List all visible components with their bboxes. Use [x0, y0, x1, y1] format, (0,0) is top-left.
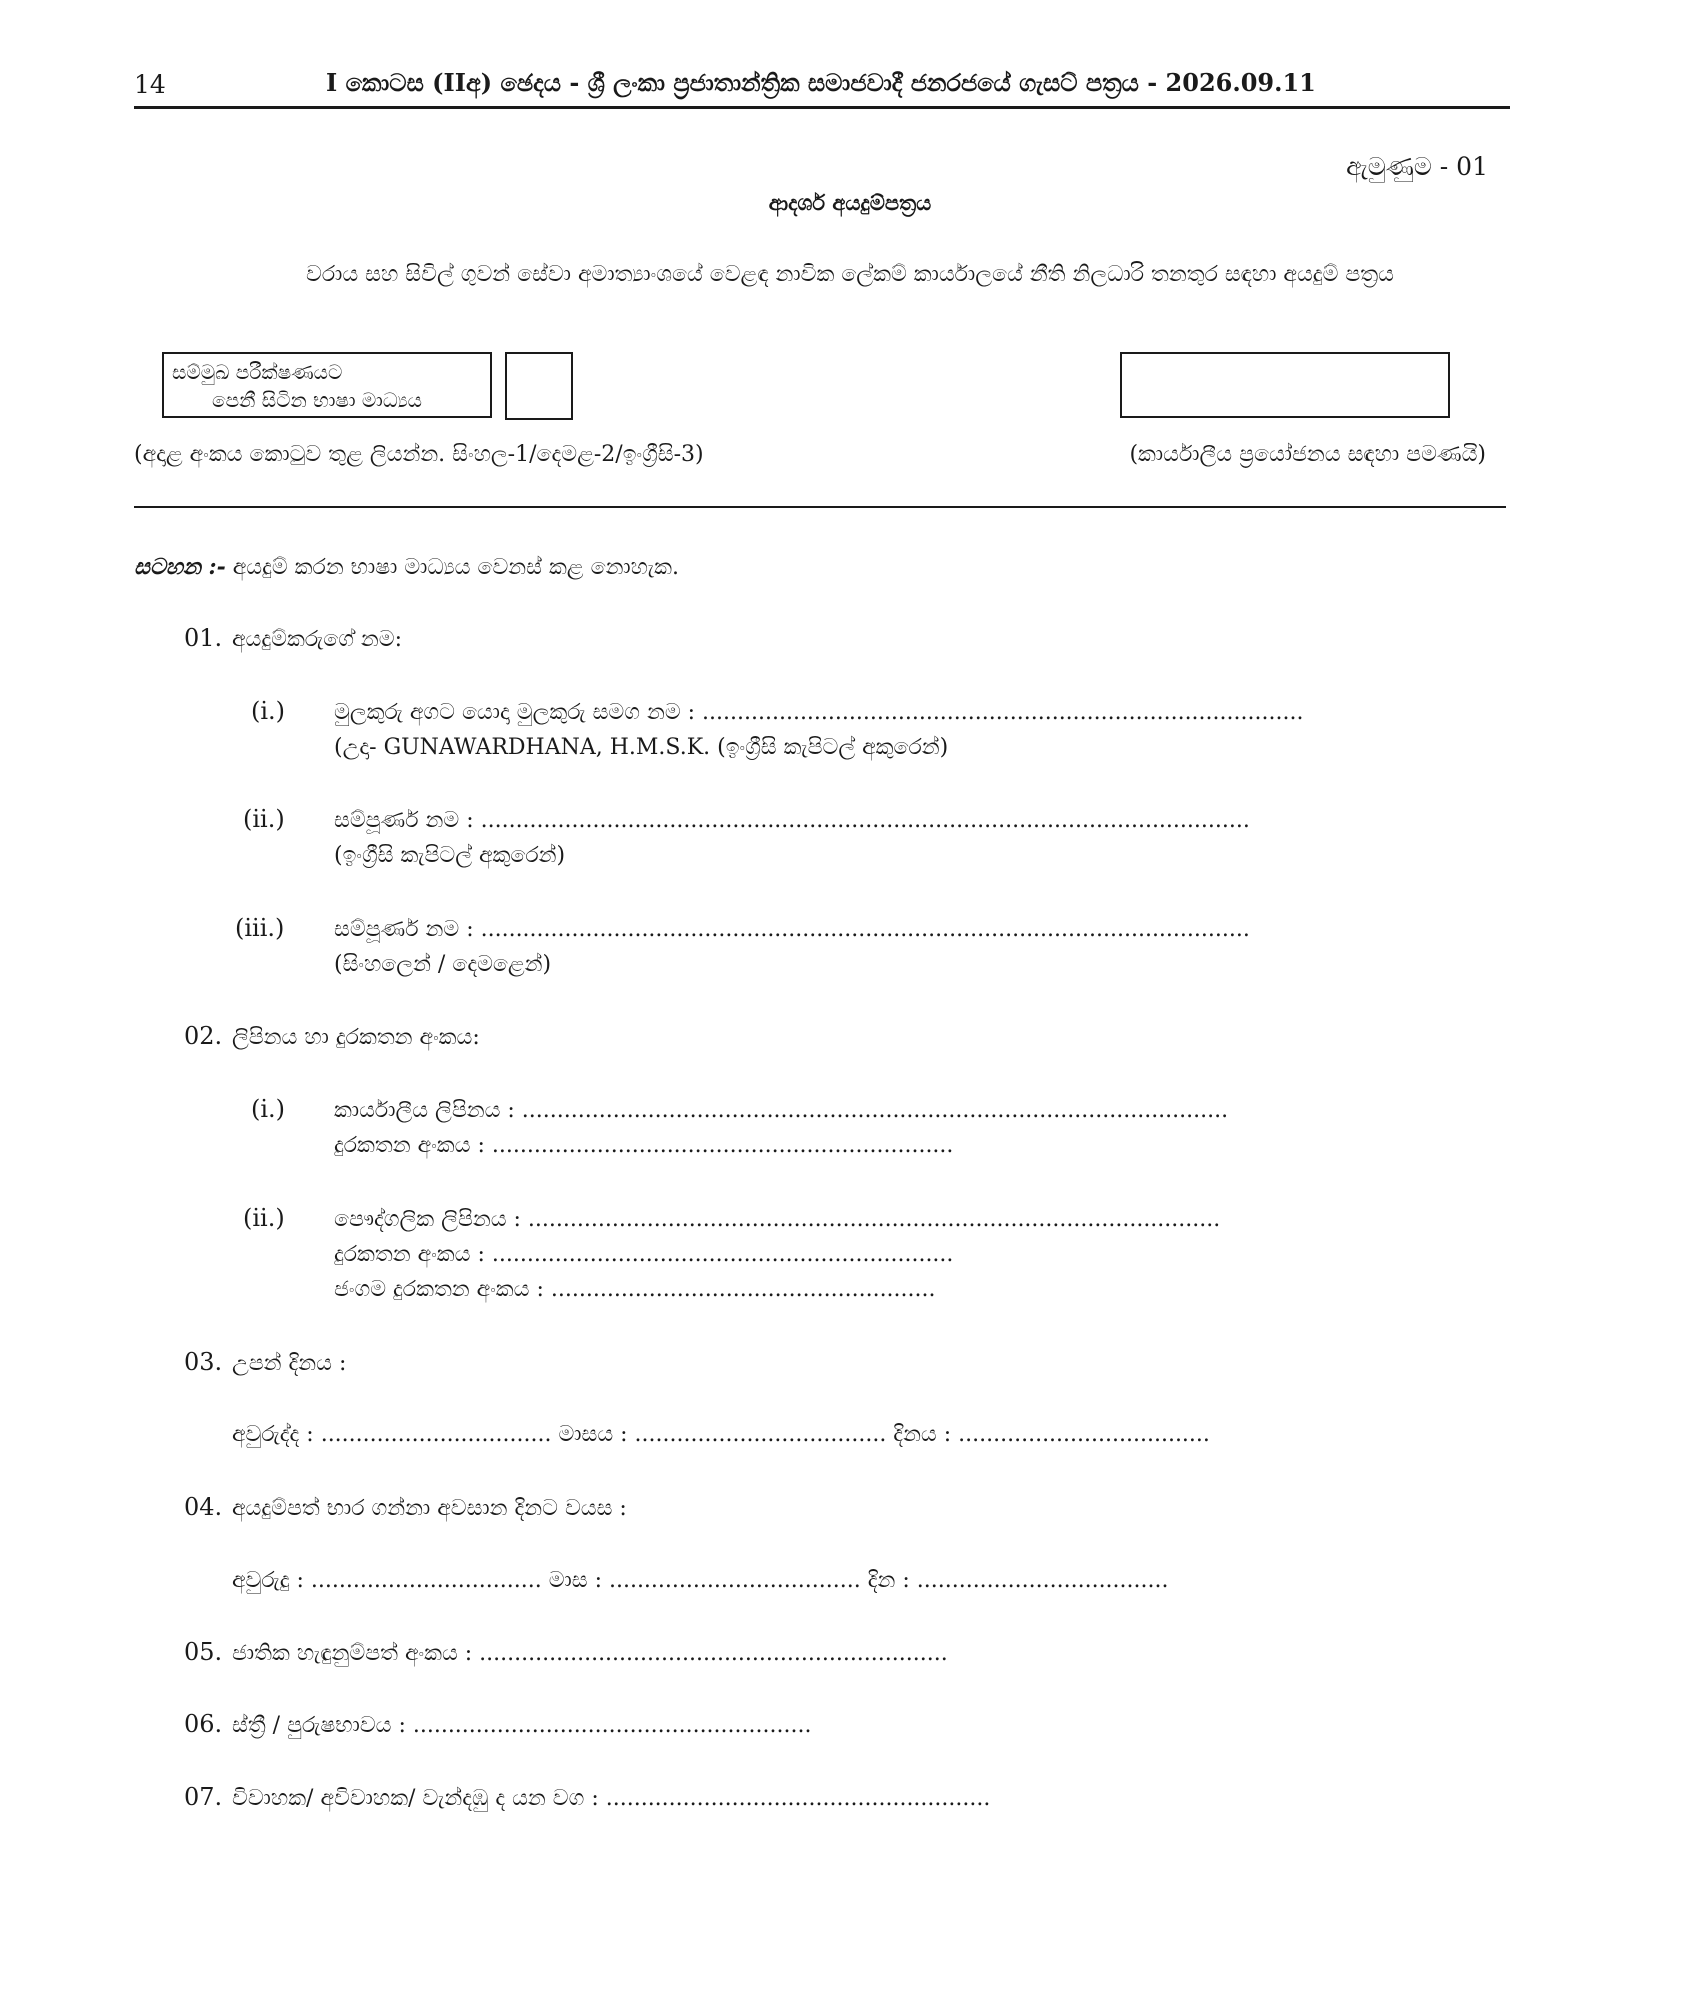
office-use-box [1120, 352, 1450, 418]
q1-i-hint: (උදා- GUNAWARDHANA, H.M.S.K. (ඉංග්‍රීසි කැපිටල් අකුරෙන්) [334, 735, 949, 760]
caution-label: සටහන :- [134, 554, 226, 580]
q6-gender-field[interactable]: ස්ත්‍රී / පුරුෂභාවය : ......................................................... [232, 1713, 812, 1738]
q4-label: අයදුම්පත් භාර ගන්නා අවසාන දිනට වයස : [232, 1496, 627, 1521]
language-code-box[interactable] [505, 352, 573, 420]
q1-iii-field[interactable]: සම්පූර්ණ නම : .............................................................................................................. [334, 917, 1250, 942]
q3-label: උපන් දිනය : [232, 1351, 347, 1376]
q4-number: 04. [184, 1493, 223, 1521]
form-subtitle: වරාය සහ සිවිල් ගුවන් සේවා අමාත්‍යාංශයේ වෙළඳ නාවික ලේකම් කාර්යාලයේ නීති නිලධාරි තනතුර සඳහා අයදුම් පත්‍රය [306, 262, 1394, 287]
header-divider [134, 106, 1510, 109]
section-divider [134, 506, 1506, 508]
q2-label: ලිපිනය හා දුරකතන අංකය: [232, 1025, 480, 1050]
language-box-line2: පෙනී සිටින භාෂා මාධ්‍යය [212, 388, 423, 412]
q3-number: 03. [184, 1348, 223, 1376]
q1-number: 01. [184, 624, 223, 652]
q2-ii-address-field[interactable]: පෞද්ගලික ලිපිනය : ................................................................................................... [334, 1207, 1221, 1232]
form-title: ආදර්ශ අයදුම්පත්‍රය [768, 190, 932, 215]
q6-number: 06. [184, 1710, 223, 1738]
q2-ii-mobile-field[interactable]: ජංගම දුරකතන අංකය : ....................................................... [334, 1277, 936, 1302]
q2-ii-number: (ii.) [243, 1204, 285, 1232]
q2-ii-phone-field[interactable]: දුරකතන අංකය : .................................................................. [334, 1242, 954, 1267]
gazette-header-title: I කොටස (IIඅ) ඡෙදය - ශ්‍රී ලංකා ප්‍රජාතාන්ත්‍රික සමාජවාදී ජනරජයේ ගැසට් පත්‍රය - 2026.09.11 [326, 68, 1316, 97]
language-instruction: (අදාළ අංකය කොටුව තුළ ලියන්න. සිංහල-1/දෙමළ-2/ඉංග්‍රීසි-3) [134, 442, 704, 467]
q1-iii-hint: (සිංහලෙන් / දෙමළෙන්) [334, 952, 552, 977]
q4-age-field[interactable]: අවුරුදු : ................................. මාස : .................................... දින : .................................... [232, 1568, 1169, 1593]
q1-iii-number: (iii.) [235, 914, 285, 942]
annex-label: ඇමුණුම - 01 [1346, 152, 1488, 181]
q2-i-phone-field[interactable]: දුරකතන අංකය : .................................................................. [334, 1133, 954, 1158]
q1-ii-number: (ii.) [243, 805, 285, 833]
q1-ii-field[interactable]: සම්පූර්ණ නම : .............................................................................................................. [334, 808, 1250, 833]
q5-nic-field[interactable]: ජාතික හැඳුනුම්පත් අංකය : ................................................................... [232, 1641, 948, 1666]
language-box-line1: සම්මුඛ පරීක්ෂණයට [172, 360, 343, 384]
q1-label: අයදුම්කරුගේ නම: [232, 627, 403, 652]
q1-i-number: (i.) [251, 697, 286, 725]
q1-ii-hint: (ඉංග්‍රීසි කැපිටල් අකුරෙන්) [334, 843, 566, 868]
q3-date-of-birth-field[interactable]: අවුරුද්ද : ................................. මාසය : .................................... දිනය : .................................... [232, 1422, 1210, 1447]
caution-note [134, 554, 679, 580]
q2-number: 02. [184, 1022, 223, 1050]
page-number: 14 [134, 70, 166, 99]
q2-i-address-field[interactable]: කාර්යාලීය ලිපිනය : ..................................................................................................... [334, 1098, 1229, 1123]
q1-i-field[interactable]: මුලකුරු අගට යොදා මුලකුරු සමග නම : ...................................................................................... [334, 700, 1304, 725]
language-medium-label-box [162, 352, 492, 418]
caution-text: අයදුම් කරන භාෂා මාධ්‍යය වෙනස් කළ නොහැක. [225, 555, 679, 580]
q7-civil-status-field[interactable]: විවාහක/ අවිවාහක/ වැන්දඹු ද යන වග : ....................................................... [232, 1786, 991, 1811]
office-use-note: (කාර්යාලීය ප්‍රයෝජනය සඳහා පමණයි) [1129, 442, 1486, 467]
q5-number: 05. [184, 1638, 223, 1666]
q2-i-number: (i.) [251, 1095, 286, 1123]
q7-number: 07. [184, 1783, 223, 1811]
